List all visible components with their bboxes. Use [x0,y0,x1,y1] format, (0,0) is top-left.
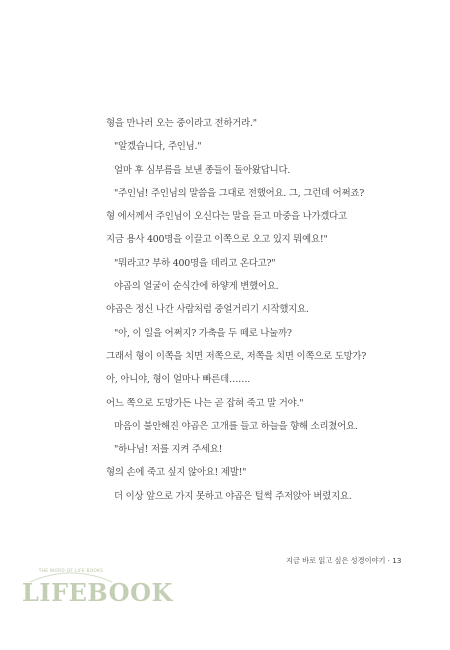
body-line: 야곱은 정신 나간 사람처럼 중얼거리기 시작했지요. [106,304,309,316]
body-line: 형의 손에 죽고 싶지 않아요! 제발!" [106,467,247,479]
body-line: "뭐라고? 부하 400명을 데리고 온다고?" [114,257,276,269]
logo-tagline: THE WORD OF LIFE BOOKS [38,569,104,574]
body-line: 야곱의 얼굴이 순식간에 하얗게 변했어요. [114,281,279,293]
body-line: "아, 이 일을 어쩌지? 가축을 두 떼로 나눌까? [114,327,292,339]
body-line: "주인님! 주인님의 말씀을 그대로 전했어요. 그, 그런데 어쩌죠? [114,187,365,199]
body-text [106,112,406,508]
body-line: 아, 아니야, 형이 얼마나 빠른데……. [106,374,251,386]
body-line: "하나님! 저를 지켜 주세요! [114,444,223,456]
body-line: 얼마 후 심부름을 보낸 종들이 돌아왔답니다. [114,164,291,176]
body-line: 그래서 형이 이쪽을 치면 저쪽으로, 저쪽을 치면 이쪽으로 도망가? [106,350,367,362]
lifebook-logo [22,568,173,614]
body-line: 형 에서께서 주인님이 오신다는 말을 듣고 마중을 나가겠다고 [106,211,347,223]
running-footer: 지금 바로 읽고 싶은 성경이야기 · 13 [286,556,402,565]
body-line: 마음이 불안해진 야곱은 고개를 들고 하늘을 향해 소리쳤어요. [114,420,358,432]
body-line: 어느 쪽으로 도망가든 나는 곧 잡혀 죽고 말 거야." [106,397,304,409]
body-line: "알겠습니다, 주인님." [114,141,202,153]
logo-wordmark: LIFEBOOK [22,578,173,607]
body-line: 더 이상 앞으로 가지 못하고 야곱은 털썩 주저앉아 버렸지요. [114,490,352,502]
body-line: 지금 용사 400명을 이끌고 이쪽으로 오고 있지 뭐예요!" [106,234,328,246]
body-line: 형을 만나러 오는 중이라고 전하거라." [106,118,257,129]
